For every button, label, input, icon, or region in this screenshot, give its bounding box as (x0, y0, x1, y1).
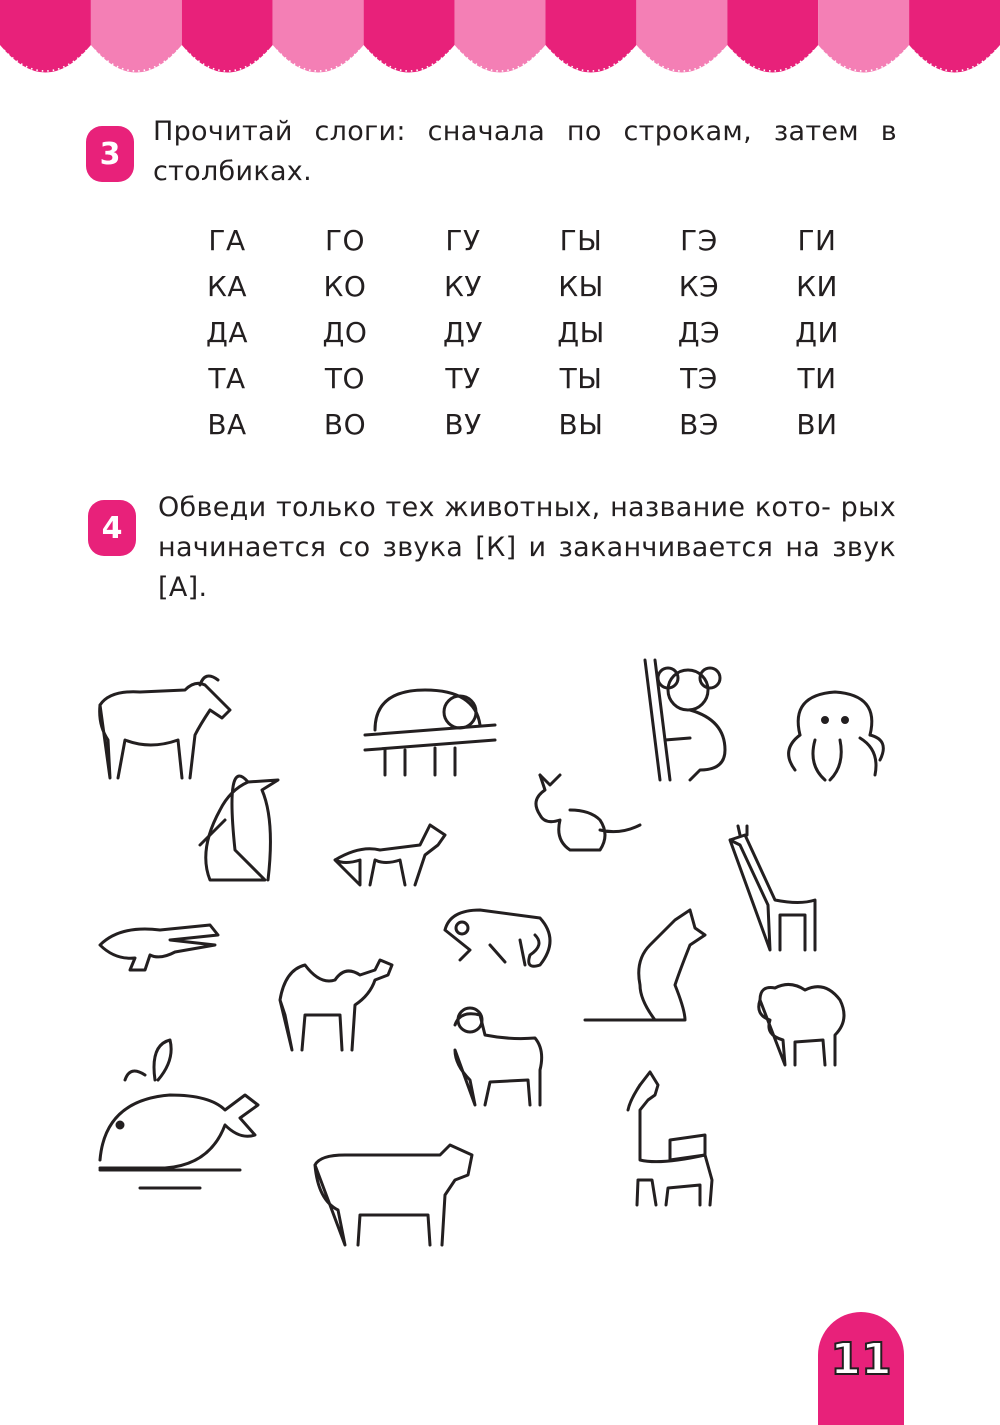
syllable: ДО (322, 316, 368, 349)
syllable-row (168, 264, 898, 310)
task-3-badge: 3 (86, 126, 134, 182)
syllable: ГЫ (559, 224, 603, 257)
syllable: КУ (444, 270, 482, 303)
awning-scallop (364, 0, 455, 73)
syllable-row (168, 218, 898, 264)
syllable: ДИ (795, 316, 839, 349)
awning-scallop (545, 0, 636, 73)
awning-scallop (0, 0, 91, 73)
fox-picture (335, 825, 445, 885)
syllable: КЭ (678, 270, 720, 303)
cat-picture (536, 775, 640, 850)
kangaroo-picture (585, 910, 705, 1020)
syllable: КО (323, 270, 367, 303)
syllable: ГУ (445, 224, 481, 257)
syllable: ВА (207, 408, 247, 441)
syllable: ВИ (796, 408, 838, 441)
task-3-text: Прочитай слоги: сначала по строкам, затем в столбиках. (153, 116, 897, 187)
syllable: ТО (324, 362, 366, 395)
whale-picture (100, 1040, 258, 1188)
task-4-text: Обведи только тех животных, название кото- рых начинается со звука [К] и заканчивается на звук [А]. (158, 492, 896, 603)
syllable: КА (206, 270, 248, 303)
awning-scallop (818, 0, 909, 73)
page-number: 11 (830, 1334, 892, 1385)
awning-scallop (182, 0, 273, 73)
ram-picture (455, 1008, 542, 1105)
koala-picture (645, 660, 725, 780)
syllable-row (168, 310, 898, 356)
syllable-table (168, 218, 898, 448)
awning-scallop (636, 0, 727, 73)
camel-picture (280, 960, 392, 1050)
sloth-picture (365, 690, 495, 775)
syllable: ДЫ (557, 316, 605, 349)
syllable: ТЫ (559, 362, 603, 395)
syllable: ТА (208, 362, 246, 395)
octopus-picture (789, 692, 884, 780)
syllable: ВЭ (679, 408, 719, 441)
syllable: ГИ (797, 224, 837, 257)
syllable: ГА (208, 224, 246, 257)
syllable: ВО (323, 408, 367, 441)
awning-scallop (909, 0, 1000, 73)
awning-scallop (273, 0, 364, 73)
penguin-picture (200, 776, 278, 880)
cow-picture (315, 1145, 472, 1245)
awning-scallop (727, 0, 818, 73)
chameleon-picture (445, 910, 550, 966)
syllable: ГО (324, 224, 366, 257)
goat-picture (100, 676, 230, 778)
llama-picture (628, 1072, 712, 1205)
awning-scallop (91, 0, 182, 73)
syllable-row (168, 356, 898, 402)
syllable: ДА (205, 316, 249, 349)
syllable: ТУ (445, 362, 481, 395)
task-4-badge: 4 (88, 500, 136, 556)
giraffe-picture (730, 826, 815, 950)
sheep-picture (759, 984, 844, 1065)
syllable: ТЭ (680, 362, 718, 395)
animal-illustrations (0, 640, 1000, 1280)
syllable-row (168, 402, 898, 448)
syllable: ДУ (443, 316, 483, 349)
page-number-tab (818, 1312, 904, 1425)
awning-scallop (455, 0, 546, 73)
syllable: ГЭ (680, 224, 718, 257)
syllable: КИ (796, 270, 838, 303)
syllable: ВУ (444, 408, 482, 441)
syllable: ДЭ (677, 316, 721, 349)
crocodile-picture (100, 925, 218, 970)
syllable: ВЫ (558, 408, 604, 441)
awning-decoration (0, 0, 1000, 90)
syllable: КЫ (558, 270, 604, 303)
syllable: ТИ (797, 362, 837, 395)
